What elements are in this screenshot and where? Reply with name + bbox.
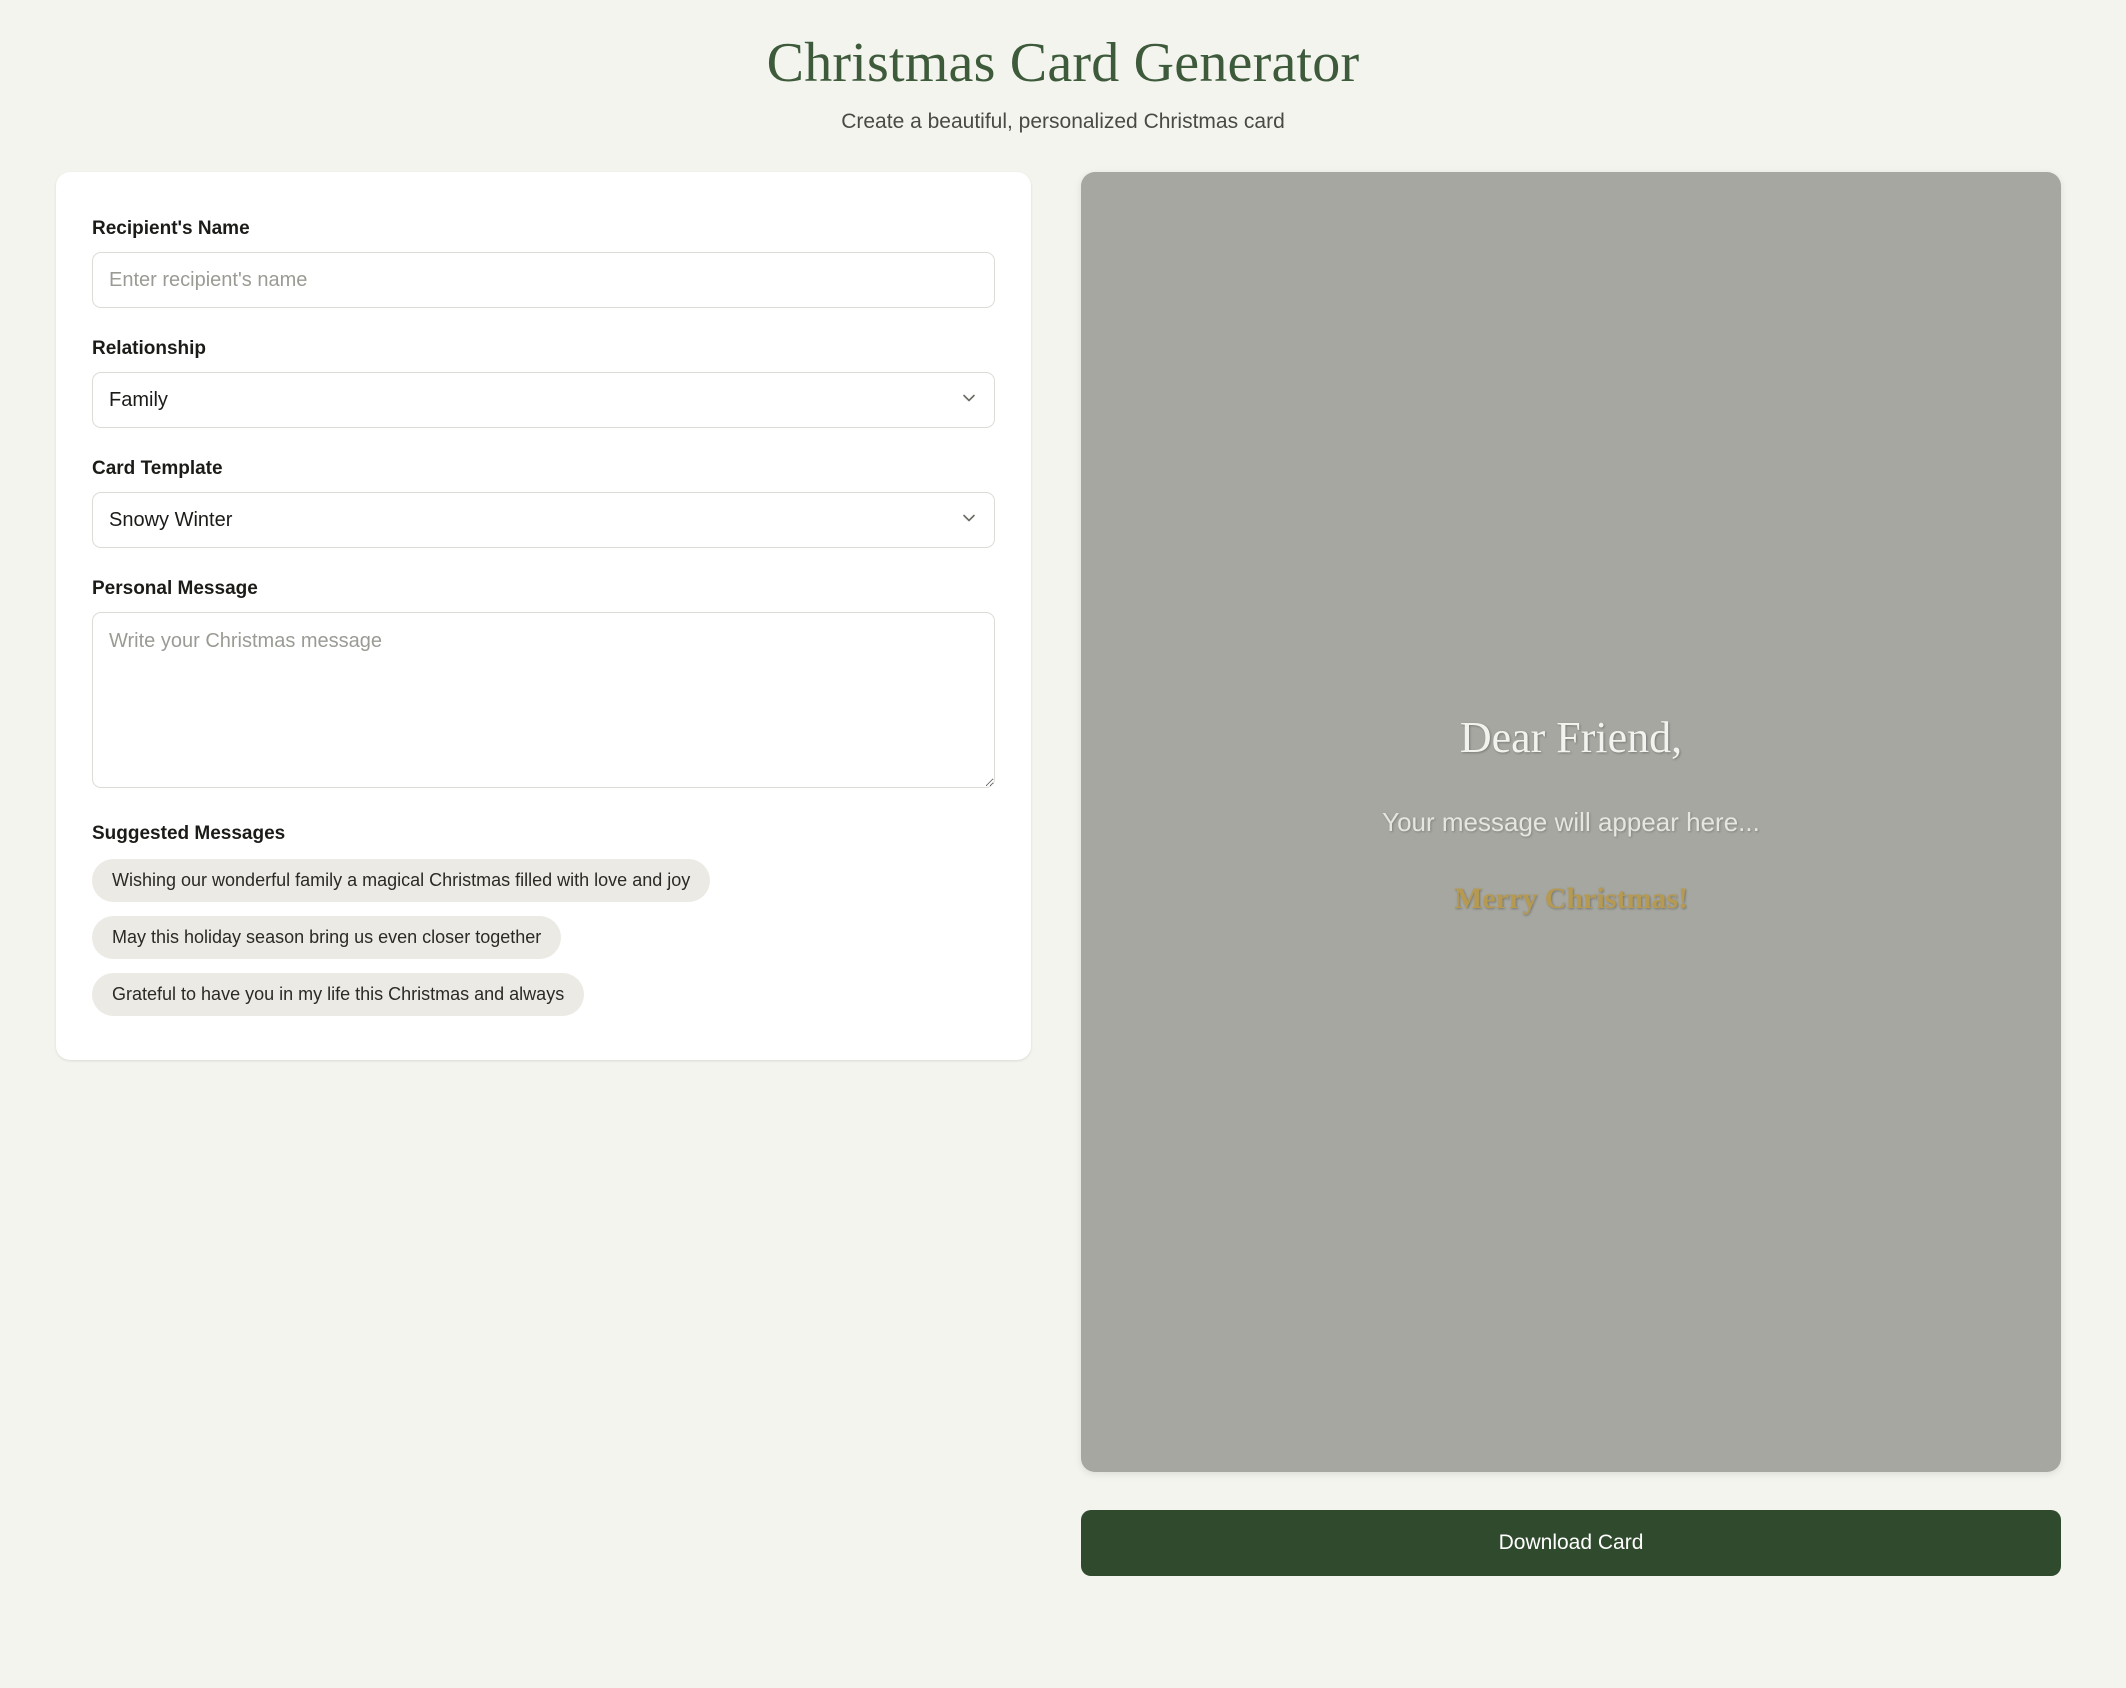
suggested-messages-section <box>92 823 995 1016</box>
preview-column <box>1081 172 2061 1576</box>
recipient-field-group <box>92 218 995 308</box>
personal-message-label: Personal Message <box>92 578 258 599</box>
template-select-wrap <box>92 492 995 548</box>
relationship-select[interactable]: Family <box>92 372 995 428</box>
card-template-select[interactable]: Snowy Winter <box>92 492 995 548</box>
recipient-label: Recipient's Name <box>92 218 250 239</box>
recipient-name-input[interactable] <box>92 252 995 308</box>
template-field-group <box>92 458 995 548</box>
message-field-group <box>92 578 995 793</box>
suggested-message-chip[interactable]: Grateful to have you in my life this Christmas and always <box>92 973 584 1016</box>
page-header <box>0 0 2126 134</box>
download-card-button[interactable]: Download Card <box>1081 1510 2061 1576</box>
relationship-field-group <box>92 338 995 428</box>
suggested-message-chip[interactable]: Wishing our wonderful family a magical Christmas filled with love and joy <box>92 859 710 902</box>
personal-message-textarea[interactable] <box>92 612 995 788</box>
form-column <box>56 172 1031 1060</box>
main-content <box>0 134 2126 1576</box>
relationship-select-wrap <box>92 372 995 428</box>
card-message: Your message will appear here... <box>1382 807 1760 837</box>
template-label: Card Template <box>92 458 223 479</box>
card-preview <box>1081 172 2061 1472</box>
card-signoff: Merry Christmas! <box>1453 882 1689 915</box>
page-subtitle: Create a beautiful, personalized Christmas card <box>841 110 1285 133</box>
card-form-panel <box>56 172 1031 1060</box>
suggested-message-chip[interactable]: May this holiday season bring us even closer together <box>92 916 561 959</box>
suggested-messages-label: Suggested Messages <box>92 823 286 844</box>
relationship-label: Relationship <box>92 338 207 359</box>
card-greeting: Dear Friend, <box>1459 713 1683 762</box>
page-title: Christmas Card Generator <box>766 32 1360 94</box>
